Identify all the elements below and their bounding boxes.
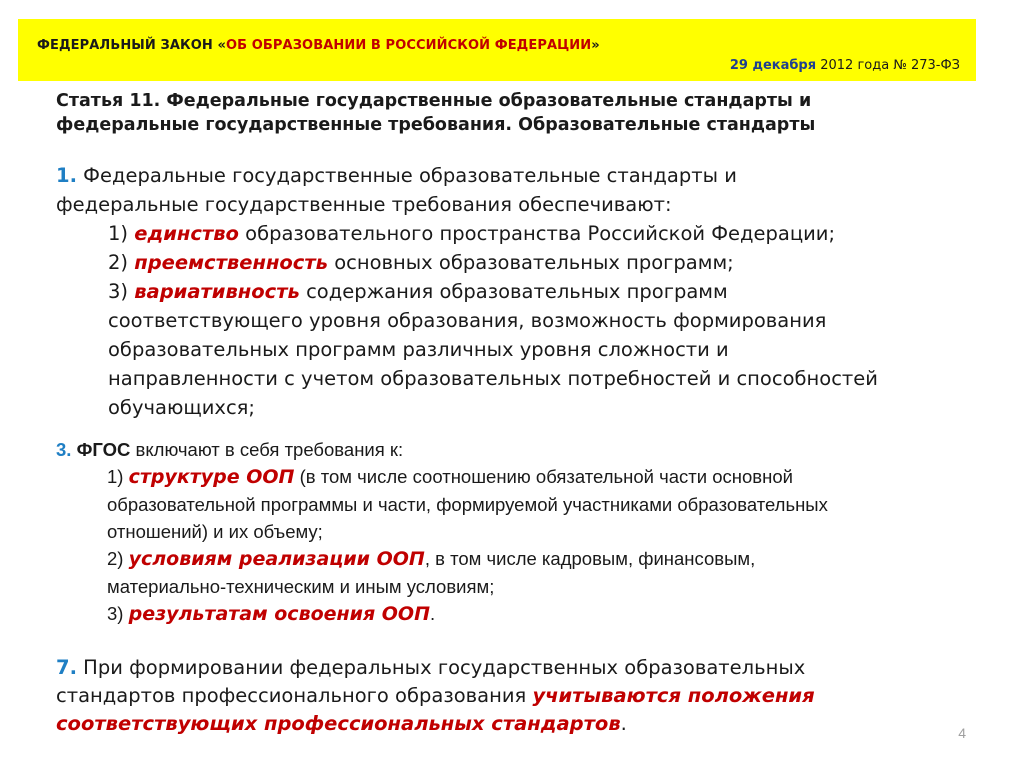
law-date — [730, 58, 960, 73]
list-item — [56, 463, 1006, 491]
section-number: 3. — [56, 439, 72, 460]
section-1-intro — [56, 161, 1006, 190]
section-number: 1. — [56, 164, 77, 187]
section-number: 7. — [56, 656, 77, 679]
section-1 — [56, 161, 1006, 422]
key-term: преемственность — [134, 251, 328, 274]
section-3 — [56, 436, 1006, 628]
law-date-rest: 2012 года № 273-ФЗ — [816, 58, 960, 73]
section-7-line — [56, 654, 1006, 682]
list-item — [56, 545, 1006, 573]
article-heading-line: Статья 11. Федеральные государственные образовательные стандарты и — [56, 91, 812, 111]
article-heading-line: федеральные государственные требования. Образовательные стандарты — [56, 115, 816, 135]
section-text: . — [620, 712, 627, 735]
law-title-highlight: ОБ ОБРАЗОВАНИИ В РОССИЙСКОЙ ФЕДЕРАЦИИ — [225, 38, 592, 53]
law-title-suffix: » — [591, 38, 600, 53]
section-text: Федеральные государственные образовательные стандарты и — [76, 164, 737, 187]
section-3-intro — [56, 436, 1006, 463]
law-date-day: 29 декабря — [729, 58, 817, 73]
list-marker: 1) — [108, 222, 135, 245]
list-item — [56, 248, 1006, 277]
list-text: (в том числе соотношению обязательной части основной — [294, 466, 793, 487]
key-term: структуре ООП — [128, 466, 295, 488]
key-term: условиям реализации ООП — [128, 548, 425, 570]
section-text: стандартов профессионального образования — [56, 684, 533, 707]
list-text: . — [430, 603, 436, 624]
list-text: , в том числе кадровым, финансовым, — [424, 548, 756, 569]
list-text: содержания образовательных программ — [299, 280, 728, 303]
section-7 — [56, 654, 1006, 738]
section-7-line — [56, 710, 1006, 738]
key-term: результатам освоения ООП — [128, 603, 430, 625]
list-text: основных образовательных программ; — [328, 251, 734, 274]
section-text: При формировании федеральных государственных образовательных — [76, 656, 806, 679]
list-item — [56, 600, 1006, 628]
section-1-intro-cont: федеральные государственные требования обеспечивают: — [56, 193, 672, 216]
list-marker: 2) — [108, 251, 135, 274]
list-item-cont: обучающихся; — [108, 396, 255, 419]
list-item — [56, 219, 1006, 248]
list-text: образовательного пространства Российской Федерации; — [238, 222, 836, 245]
key-term: вариативность — [134, 280, 300, 303]
law-title — [37, 38, 600, 53]
section-7-line — [56, 682, 1006, 710]
list-item-cont: образовательных программ различных уровня сложности и — [108, 338, 729, 361]
key-term: соответствующих профессиональных стандартов — [56, 712, 621, 735]
list-item-cont: направленности с учетом образовательных потребностей и способностей — [108, 367, 878, 390]
law-title-prefix: ФЕДЕРАЛЬНЫЙ ЗАКОН « — [37, 38, 226, 53]
key-term: единство — [134, 222, 239, 245]
fgos-term: ФГОС — [71, 439, 131, 460]
title-banner — [18, 19, 976, 81]
list-item-cont: материально-техническим и иным условиям; — [107, 576, 495, 597]
list-item-cont: соответствующего уровня образования, возможность формирования — [108, 309, 827, 332]
article-heading — [56, 89, 956, 137]
list-marker: 3) — [107, 603, 129, 624]
list-item-cont: отношений) и их объему; — [107, 521, 323, 542]
list-item-cont: образовательной программы и части, формируемой участниками образовательных — [107, 494, 828, 515]
key-term: учитываются положения — [532, 684, 815, 707]
list-marker: 2) — [107, 548, 129, 569]
list-item — [56, 277, 1006, 306]
section-text: включают в себя требования к: — [130, 439, 404, 460]
page-number: 4 — [958, 725, 966, 741]
list-marker: 1) — [107, 466, 129, 487]
list-marker: 3) — [108, 280, 135, 303]
